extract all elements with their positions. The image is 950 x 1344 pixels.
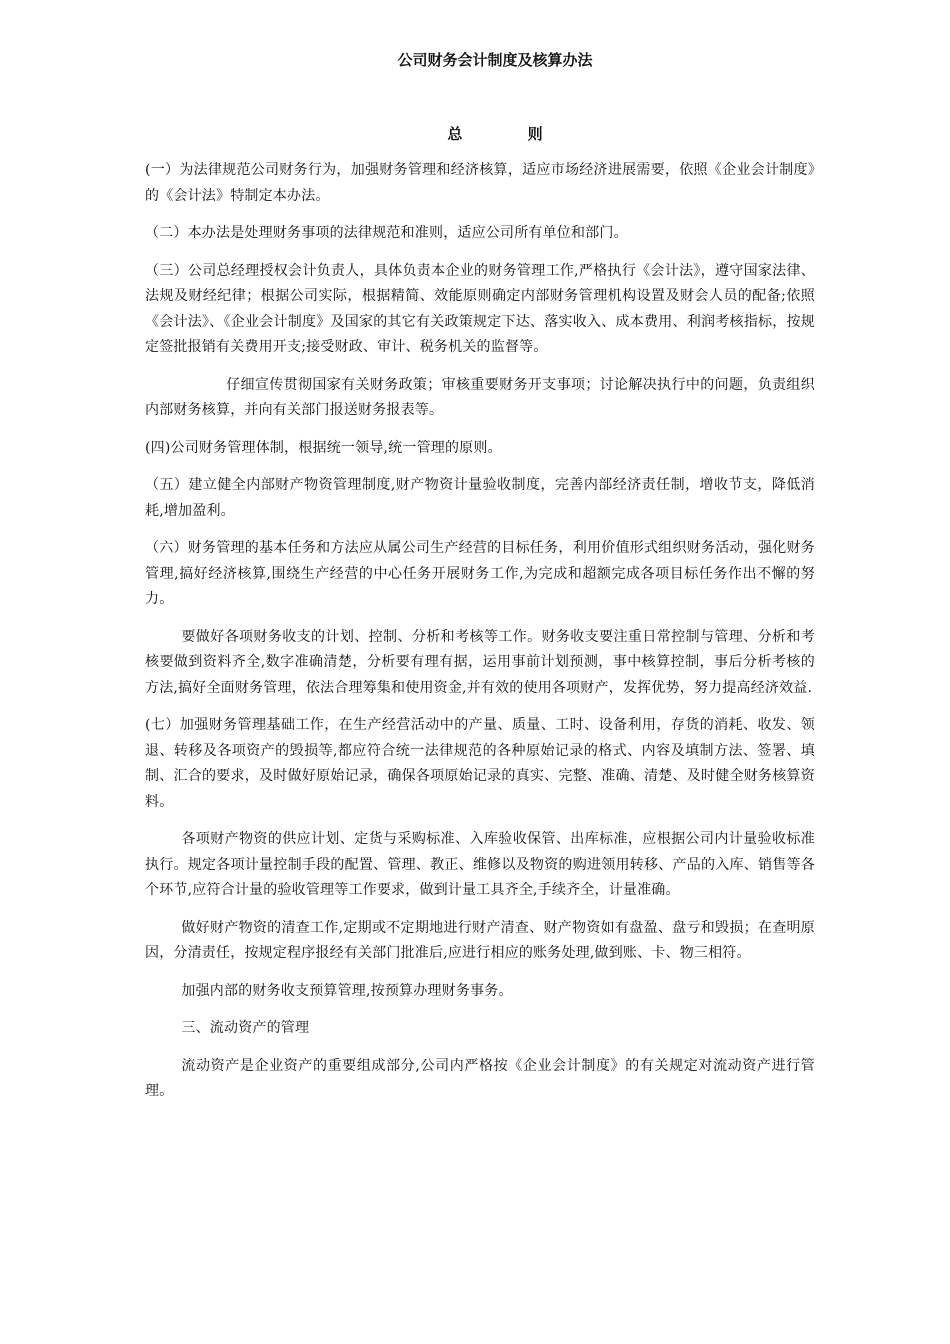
- document-title: 公司财务会计制度及核算办法: [397, 51, 593, 69]
- paragraph-7: （六）财务管理的基本任务和方法应从属公司生产经营的目标任务，利用价值形式组织财务活动，强化财务管理,搞好经济核算,围绕生产经营的中心任务开展财务工作,为完成和超额完成各项目标任务作出不懈的努力。: [145, 540, 815, 607]
- paragraph-1: (一）为法律规范公司财务行为，加强财务管理和经济核算，适应市场经济进展需要，依照《企业会计制度》的《会计法》特制定本办法。: [145, 162, 815, 204]
- section-heading-current-assets: 三、流动资产的管理: [181, 1020, 310, 1036]
- document-page: [145, 50, 815, 1117]
- paragraph-11: 做好财产物资的清查工作,定期或不定期地进行财产清查、财产物资如有盘盈、盘亏和毁损；在查明原因，分清责任，按规定程序报经有关部门批准后,应进行相应的账务处理,做到账、卡、物三相符。: [145, 919, 815, 961]
- paragraph-8: 要做好各项财务收支的计划、控制、分析和考核等工作。财务收支要注重日常控制与管理、分析和考核要做到资料齐全,数字准确清楚，分析要有理有据，运用事前计划预测，事中核算控制，事后分析考核的方法,搞好全面财务管理，依法合理筹集和使用资金,并有效的使用各项财产，发挥优势，努力提高经济效益.: [145, 628, 815, 696]
- paragraph-5: (四)公司财务管理体制，根据统一领导,统一管理的原则。: [145, 439, 502, 456]
- paragraph-12: 加强内部的财务收支预算管理,按预算办理财务事务。: [181, 982, 513, 999]
- paragraph-13: 流动资产是企业资产的重要组成部分,公司内严格按《企业会计制度》的有关规定对流动资产进行管理。: [145, 1057, 815, 1099]
- paragraph-9: (七）加强财务管理基础工作，在生产经营活动中的产量、质量、工时、设备利用，存货的消耗、收发、领退、转移及各项资产的毁损等,都应符合统一法律规范的各种原始记录的格式、内容及填制方法、签署、填制、汇合的要求，及时做好原始记录，确保各项原始记录的真实、完整、准确、清楚、及时健全财务核算资料。: [145, 717, 815, 810]
- paragraph-4: 仔细宣传贯彻国家有关财务政策；审核重要财务开支事项；讨论解决执行中的问题，负责组织内部财务核算，并向有关部门报送财务报表等。: [145, 376, 815, 418]
- paragraph-6: （五）建立健全内部财产物资管理制度,财产物资计量验收制度，完善内部经济责任制，增收节支，降低消耗,增加盈利。: [145, 477, 815, 519]
- paragraph-10: 各项财产物资的供应计划、定货与采购标准、入库验收保管、出库标准，应根据公司内计量验收标准执行。规定各项计量控制手段的配置、管理、教正、维修以及物资的购进领用转移、产品的入库、销售等各个环节,应符合计量的验收管理等工作要求，做到计量工具齐全,手续齐全，计量准确。: [145, 831, 815, 898]
- paragraph-2: （二）本办法是处理财务事项的法律规范和准则，适应公司所有单位和部门。: [145, 225, 628, 241]
- section-heading-general: 总 则: [447, 125, 543, 143]
- paragraph-3: （三）公司总经理授权会计负责人，具体负责本企业的财务管理工作,严格执行《会计法》，遵守国家法律、法规及财经纪律；根据公司实际，根据精简、效能原则确定内部财务管理机构设置及财会人员的配备;依照《会计法》、《企业会计制度》及国家的其它有关政策规定下达、落实收入、成本费用、利润考核指标，按规定签批报销有关费用开支;接受财政、审计、税务机关的监督等。: [145, 262, 815, 355]
